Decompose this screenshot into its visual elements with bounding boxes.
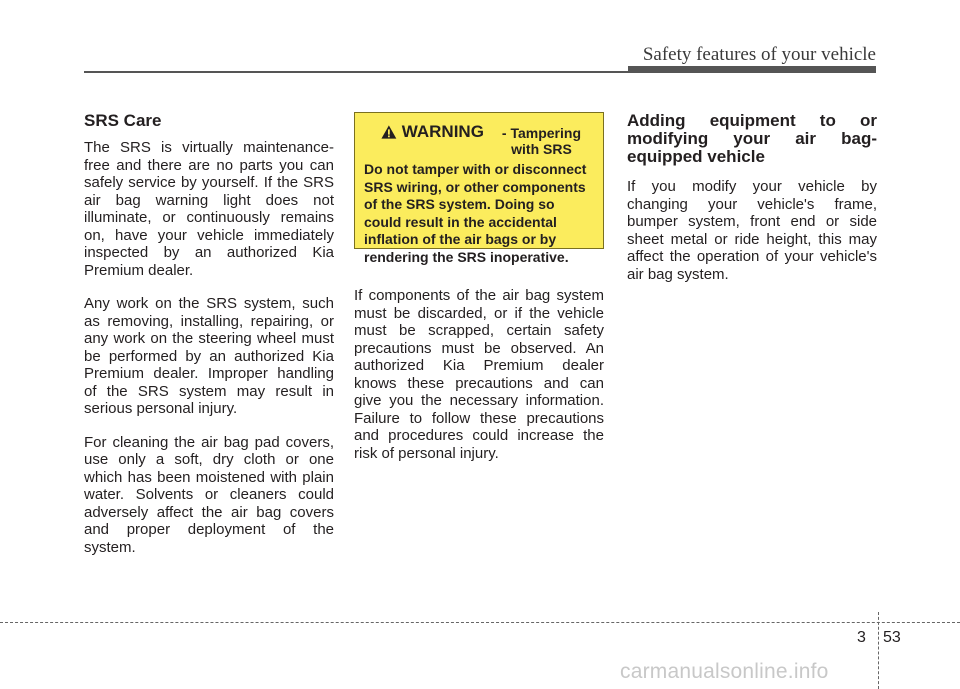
- paragraph: If components of the air bag system must be discarded, or if the vehicle must be scrapped, certain safety precautions must be observed. An authorized Kia Premium dealer knows these precautions and can give you the necessary information. Failure to follow these precautions and procedures could increase the risk of personal injury.: [354, 287, 604, 462]
- paragraph: Any work on the SRS system, such as removing, installing, repairing, or any work on the steering wheel must be performed by an authorized Kia Premium dealer. Improper handling of the SRS system may result in serious personal injury.: [84, 295, 334, 417]
- warning-body: Do not tamper with or disconnect SRS wiring, or other components of the SRS system. Doing so could result in the accidental inflation of the air bags or by rendering the SRS inoperative.: [364, 161, 587, 265]
- page-chapter: 3: [857, 629, 866, 646]
- warning-label: WARNING: [401, 122, 484, 141]
- header-rule-accent: [628, 66, 876, 73]
- footer-rule: [0, 622, 960, 623]
- section-heading-srs-care: SRS Care: [84, 111, 162, 130]
- section-heading-modifying: Adding equipment to or modifying your air bag-equipped vehicle: [627, 111, 877, 166]
- paragraph: The SRS is virtually maintenance-free and there are no parts you can safely service by yourself. If the SRS air bag warning light does not illuminate, or continuously remains on, have your vehicle immediately inspected by an authorized Kia Premium dealer.: [84, 139, 334, 279]
- paragraph: For cleaning the air bag pad covers, use only a soft, dry cloth or one which has been moistened with plain water. Solvents or cleaners could adversely affect the air bag covers and proper deployment of the system.: [84, 433, 334, 556]
- column-srs-care: [84, 112, 334, 572]
- column-middle: [354, 112, 604, 478]
- warning-header: [381, 123, 594, 157]
- warning-triangle-icon: [381, 124, 397, 140]
- header-title: Safety features of your vehicle: [642, 44, 876, 65]
- paragraph: If you modify your vehicle by changing your vehicle's frame, bumper system, front end or side sheet metal or ride height, this may affect the operation of your vehicle's air bag system.: [627, 178, 877, 283]
- watermark: carmanualsonline.info: [620, 660, 829, 683]
- footer-divider: [878, 612, 879, 689]
- warning-subtitle: - Tampering with SRS: [501, 125, 581, 157]
- warning-box: [354, 112, 604, 265]
- column-modifying: [627, 112, 877, 299]
- page-number: 53: [883, 629, 901, 646]
